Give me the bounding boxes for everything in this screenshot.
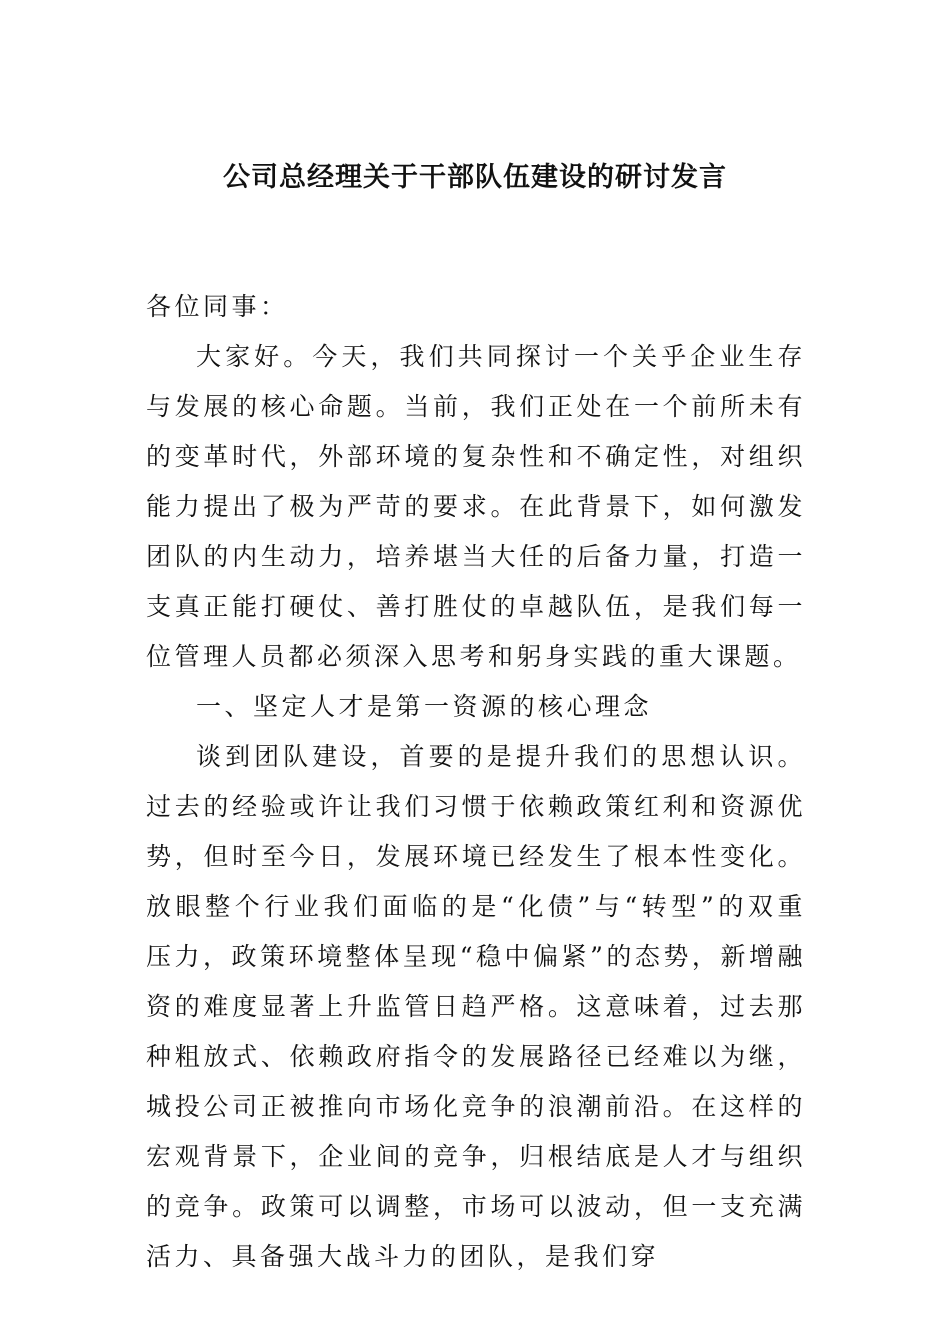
- section-heading: 一、坚定人才是第一资源的核心理念: [196, 692, 653, 721]
- intro-paragraph: 大家好。今天，我们共同探讨一个关乎企业生存与发展的核心命题。当前，我们正处在一个前所未有的变革时代，外部环境的复杂性和不确定性，对组织能力提出了极为严苛的要求。在此背景下，如何激发团队的内生动力，培养堪当大任的后备力量，打造一支真正能打硬仗、善打胜仗的卓越队伍，是我们每一位管理人员都必须深入思考和躬身实践的重大课题。: [146, 342, 806, 671]
- section-paragraph: 谈到团队建设，首要的是提升我们的思想认识。过去的经验或许让我们习惯于依赖政策红利和资源优势，但时至今日，发展环境已经发生了根本性变化。放眼整个行业我们面临的是“化债”与“转型”的双重压力，政策环境整体呈现“稳中偏紧”的态势，新增融资的难度显著上升监管日趋严格。这意味着，过去那种粗放式、依赖政府指令的发展路径已经难以为继，城投公司正被推向市场化竞争的浪潮前沿。在这样的宏观背景下，企业间的竞争，归根结底是人才与组织的竞争。政策可以调整，市场可以波动，但一支充满活力、具备强大战斗力的团队，是我们穿: [146, 742, 806, 1271]
- document-body: [146, 282, 806, 1282]
- page-title: 公司总经理关于干部队伍建设的研讨发言: [223, 162, 727, 193]
- salutation: 各位同事：: [146, 292, 289, 321]
